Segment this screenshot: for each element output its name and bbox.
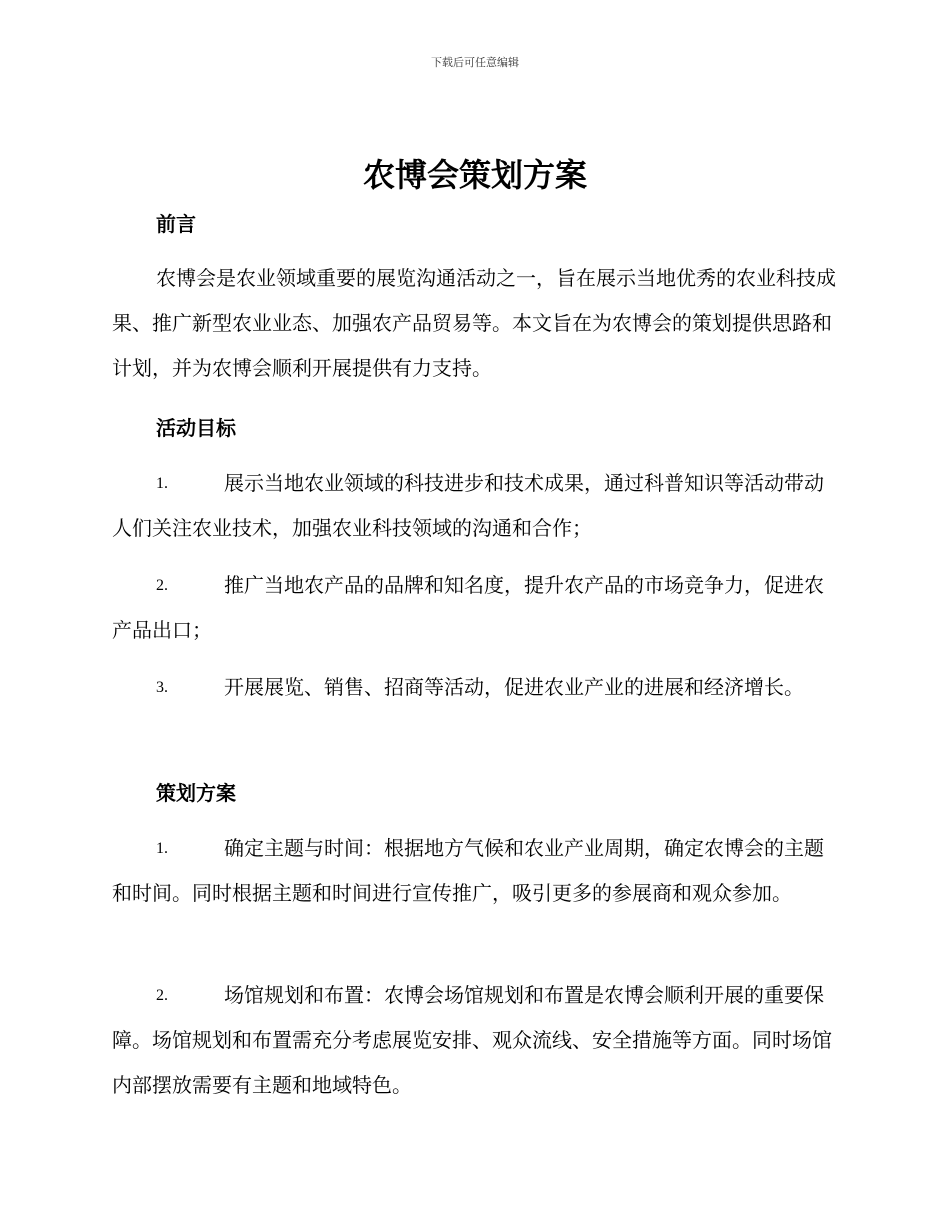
goal-item-3-text: 开展展览、销售、招商等活动，促进农业产业的进展和经济增长。: [224, 675, 804, 699]
goal-item-3-number: 3.: [156, 679, 168, 696]
goal-item-1-text: 展示当地农业领域的科技进步和技术成果，通过科普知识等活动带动人们关注农业技术，加强农业科技领域的沟通和合作；: [112, 471, 824, 540]
plan-item-1: [112, 826, 842, 916]
document-title: 农博会策划方案: [362, 156, 587, 194]
plan-item-2-number: 2.: [156, 987, 168, 1004]
goal-item-2: [112, 563, 842, 653]
plan-item-2: [112, 973, 842, 1108]
section-heading-preface: 前言: [156, 212, 196, 236]
goal-item-3: [112, 665, 842, 710]
section-heading-goals: 活动目标: [156, 416, 236, 440]
header-note: 下载后可任意编辑: [431, 56, 519, 69]
plan-item-1-text: 确定主题与时间：根据地方气候和农业产业周期，确定农博会的主题和时间。同时根据主题和时间进行宣传推广，吸引更多的参展商和观众参加。: [112, 836, 824, 905]
section-heading-plan: 策划方案: [156, 781, 236, 805]
goal-item-1: [112, 461, 842, 551]
goal-item-1-number: 1.: [156, 475, 168, 492]
plan-item-2-text: 场馆规划和布置：农博会场馆规划和布置是农博会顺利开展的重要保障。场馆规划和布置需充分考虑展览安排、观众流线、安全措施等方面。同时场馆内部摆放需要有主题和地域特色。: [112, 983, 832, 1097]
preface-paragraph: 农博会是农业领域重要的展览沟通活动之一，旨在展示当地优秀的农业科技成果、推广新型农业业态、加强农产品贸易等。本文旨在为农博会的策划提供思路和计划，并为农博会顺利开展提供有力支持。: [112, 266, 836, 380]
plan-item-1-number: 1.: [156, 840, 168, 857]
goal-item-2-text: 推广当地农产品的品牌和知名度，提升农产品的市场竞争力，促进农产品出口；: [112, 573, 824, 642]
goal-item-2-number: 2.: [156, 577, 168, 594]
